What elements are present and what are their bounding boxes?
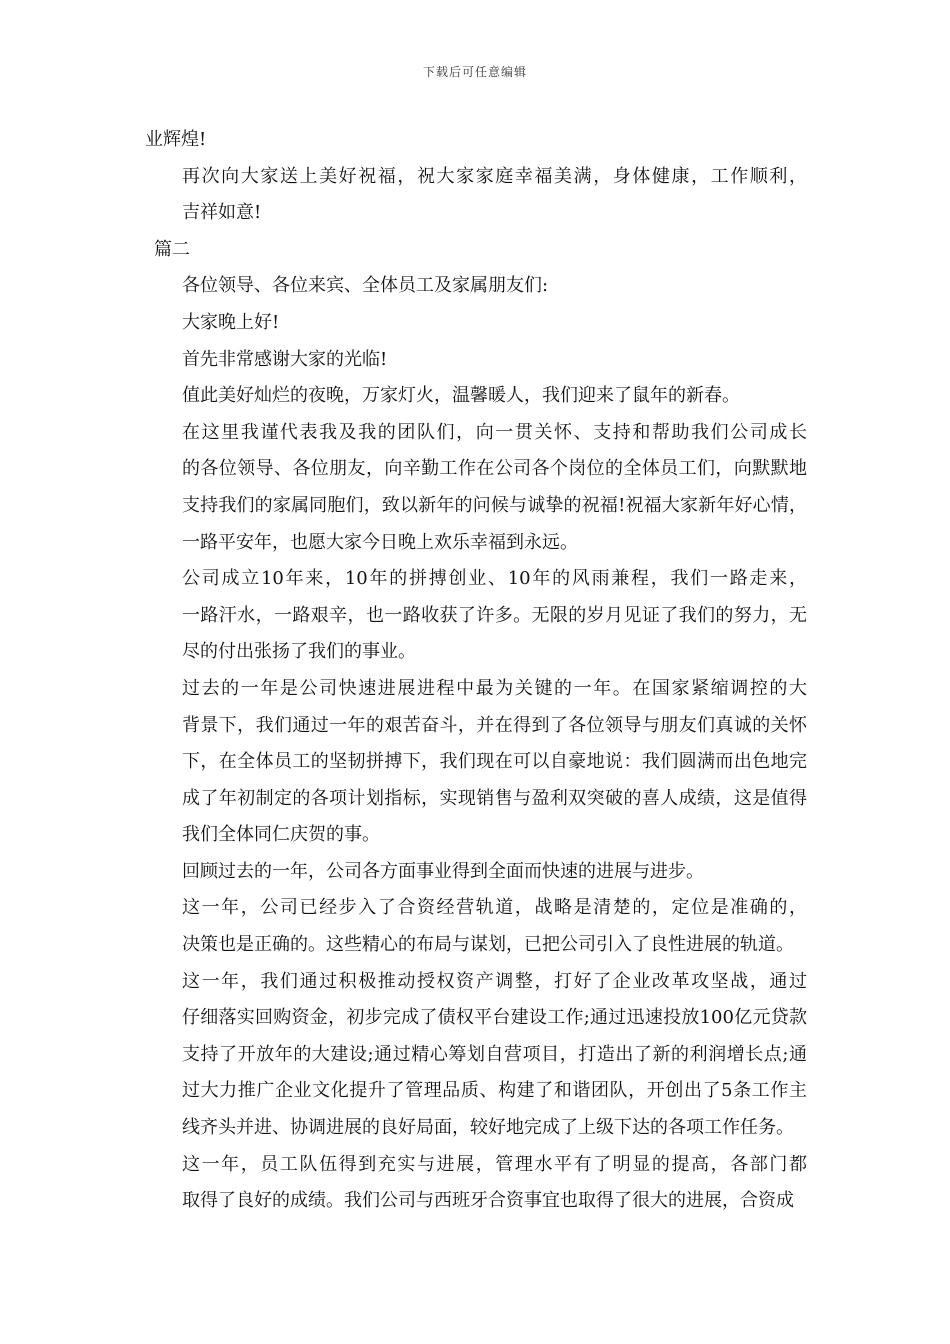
document-body <box>145 122 807 1220</box>
paragraph <box>145 342 807 379</box>
text-line: 这一年，公司已经步入了合资经营轨道，战略是清楚的，定位是准确的， <box>182 897 807 919</box>
text-line: 支持我们的家属同胞们，致以新年的问候与诚挚的祝福!祝福大家新年好心情， <box>182 494 807 516</box>
paragraph <box>145 561 807 671</box>
text-line: 决策也是正确的。这些精心的布局与谋划，已把公司引入了良性进展的轨道。 <box>182 934 794 956</box>
paragraph <box>145 415 807 561</box>
text-line: 值此美好灿烂的夜晚，万家灯火，温馨暖人，我们迎来了鼠年的新春。 <box>182 385 740 407</box>
text-line: 背景下，我们通过一年的艰苦奋斗，并在得到了各位领导与朋友们真诚的关怀 <box>182 714 807 736</box>
text-line: 在这里我谨代表我及我的团队们，向一贯关怀、支持和帮助我们公司成长 <box>182 421 807 443</box>
paragraph <box>145 122 807 159</box>
text-line: 回顾过去的一年，公司各方面事业得到全面而快速的进展与进步。 <box>182 860 704 882</box>
text-line: 吉祥如意! <box>182 202 262 224</box>
text-line: 成了年初制定的各项计划指标，实现销售与盈利双突破的喜人成绩，这是值得 <box>182 787 807 809</box>
text-line: 我们全体同仁庆贺的事。 <box>182 824 380 846</box>
text-line: 过大力推广企业文化提升了管理品质、构建了和谐团队，开创出了5条工作主 <box>182 1080 807 1102</box>
section-heading <box>145 232 807 269</box>
paragraph <box>145 159 807 232</box>
paragraph <box>145 305 807 342</box>
text-line: 的各位领导、各位朋友，向辛勤工作在公司各个岗位的全体员工们，向默默地 <box>182 458 807 480</box>
text-line: 首先非常感谢大家的光临! <box>182 348 388 370</box>
text-line: 一路汗水，一路艰辛，也一路收获了许多。无限的岁月见证了我们的努力，无 <box>182 604 807 626</box>
text-line: 线齐头并进、协调进展的良好局面，较好地完成了上级下达的各项工作任务。 <box>182 1117 794 1139</box>
text-line: 大家晚上好! <box>182 311 280 333</box>
text-line: 尽的付出张扬了我们的事业。 <box>182 641 416 663</box>
paragraph <box>145 890 807 963</box>
page-header-note: 下载后可任意编辑 <box>422 65 527 79</box>
text-line: 再次向大家送上美好祝福，祝大家家庭幸福美满，身体健康，工作顺利， <box>182 165 807 187</box>
paragraph <box>145 964 807 1147</box>
text-line: 这一年，员工队伍得到充实与进展，管理水平有了明显的提高，各部门都 <box>182 1153 807 1175</box>
text-line: 公司成立10年来，10年的拼搏创业、10年的风雨兼程，我们一路走来， <box>182 568 807 590</box>
text-line: 过去的一年是公司快速进展进程中最为关键的一年。在国家紧缩调控的大 <box>182 677 807 699</box>
paragraph <box>145 854 807 891</box>
text-line: 仔细落实回购资金，初步完成了债权平台建设工作;通过迅速投放100亿元贷款 <box>182 1007 807 1029</box>
text-line: 业辉煌! <box>145 129 207 150</box>
paragraph <box>145 378 807 415</box>
paragraph <box>145 671 807 854</box>
text-line: 一路平安年，也愿大家今日晚上欢乐幸福到永远。 <box>182 531 578 553</box>
paragraph <box>145 268 807 305</box>
paragraph <box>145 1147 807 1220</box>
text-line: 下，在全体员工的坚韧拼搏下，我们现在可以自豪地说：我们圆满而出色地完 <box>182 751 807 773</box>
text-line: 取得了良好的成绩。我们公司与西班牙合资事宜也取得了很大的进展，合资成 <box>182 1190 794 1212</box>
text-line: 篇二 <box>154 238 190 260</box>
text-line: 各位领导、各位来宾、全体员工及家属朋友们: <box>182 275 549 297</box>
text-line: 这一年，我们通过积极推动授权资产调整，打好了企业改革攻坚战，通过 <box>182 970 807 992</box>
text-line: 支持了开放年的大建设;通过精心筹划自营项目，打造出了新的利润增长点;通 <box>182 1043 807 1065</box>
